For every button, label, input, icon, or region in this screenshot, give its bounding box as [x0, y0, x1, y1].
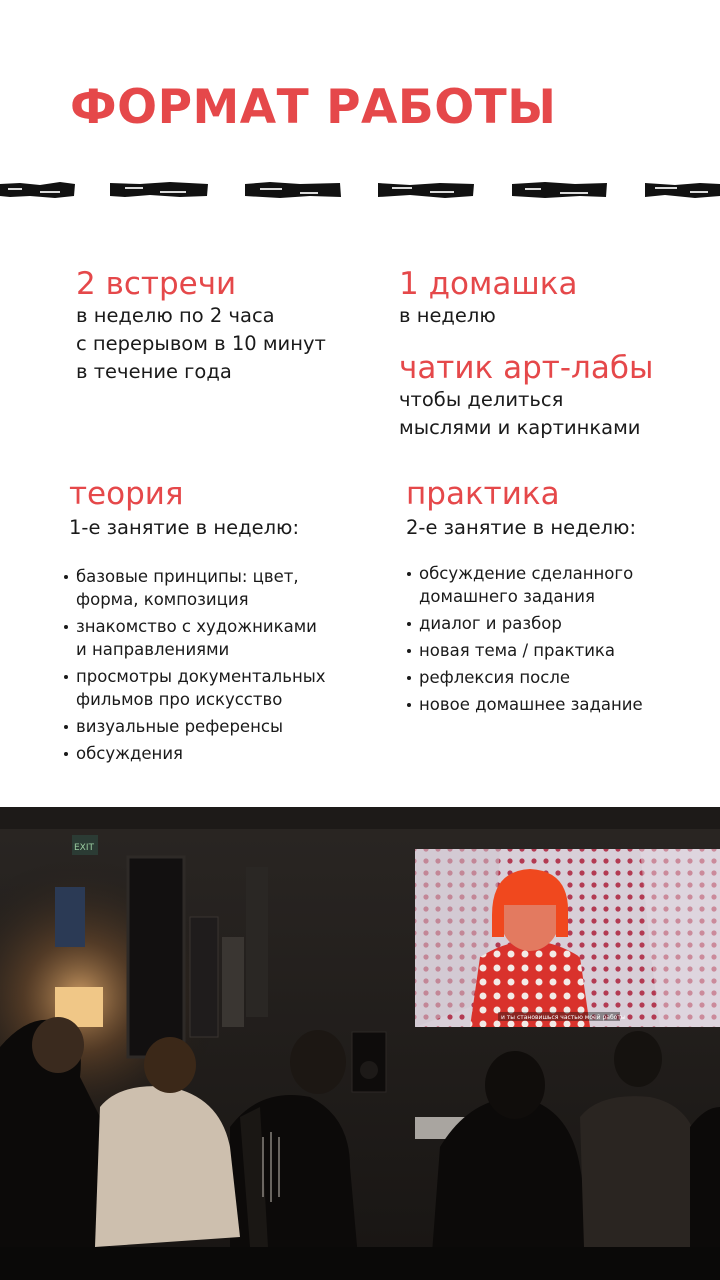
theory-heading: теория [69, 476, 184, 512]
theory-block [69, 476, 369, 542]
meetings-heading: 2 встречи [76, 266, 237, 302]
list-item: новая тема / практика [406, 639, 706, 662]
theory-subtitle: 1-е занятие в неделю: [69, 516, 300, 539]
list-item: знакомство с художниками и направлениями [63, 615, 363, 661]
meetings-line: в неделю по 2 часа [76, 304, 275, 327]
meetings-block [76, 266, 376, 386]
list-item: обсуждения [63, 742, 363, 765]
homework-block [399, 266, 699, 330]
practice-list [406, 562, 706, 720]
exit-sign: EXIT [74, 843, 95, 853]
practice-subtitle: 2-е занятие в неделю: [406, 516, 637, 539]
list-item: новое домашнее задание [406, 693, 706, 716]
theory-list [63, 565, 363, 769]
list-item: рефлексия после [406, 666, 706, 689]
meetings-line: с перерывом в 10 минут [76, 332, 326, 355]
screening-scene [0, 807, 720, 1280]
list-item: просмотры документальных фильмов про искусство [63, 665, 363, 711]
list-item: базовые принципы: цвет, форма, композиция [63, 565, 363, 611]
meetings-line: в течение года [76, 360, 232, 383]
homework-heading: 1 домашка [399, 266, 578, 302]
screening-photo [0, 807, 720, 1280]
torn-tape-divider [0, 178, 720, 202]
list-item: визуальные референсы [63, 715, 363, 738]
list-item: обсуждение сделанного домашнего задания [406, 562, 706, 608]
practice-block [406, 476, 706, 542]
practice-heading: практика [406, 476, 560, 512]
chat-line: мыслями и картинками [399, 416, 641, 439]
chat-line: чтобы делиться [399, 388, 564, 411]
list-item: диалог и разбор [406, 612, 706, 635]
chat-block [399, 350, 709, 442]
chat-heading: чатик арт-лабы [399, 350, 654, 386]
homework-line: в неделю [399, 304, 496, 327]
screen-subtitle: и ты становишься частью моей работы [501, 1014, 626, 1021]
page-title: ФОРМАТ РАБОТЫ [70, 80, 557, 135]
